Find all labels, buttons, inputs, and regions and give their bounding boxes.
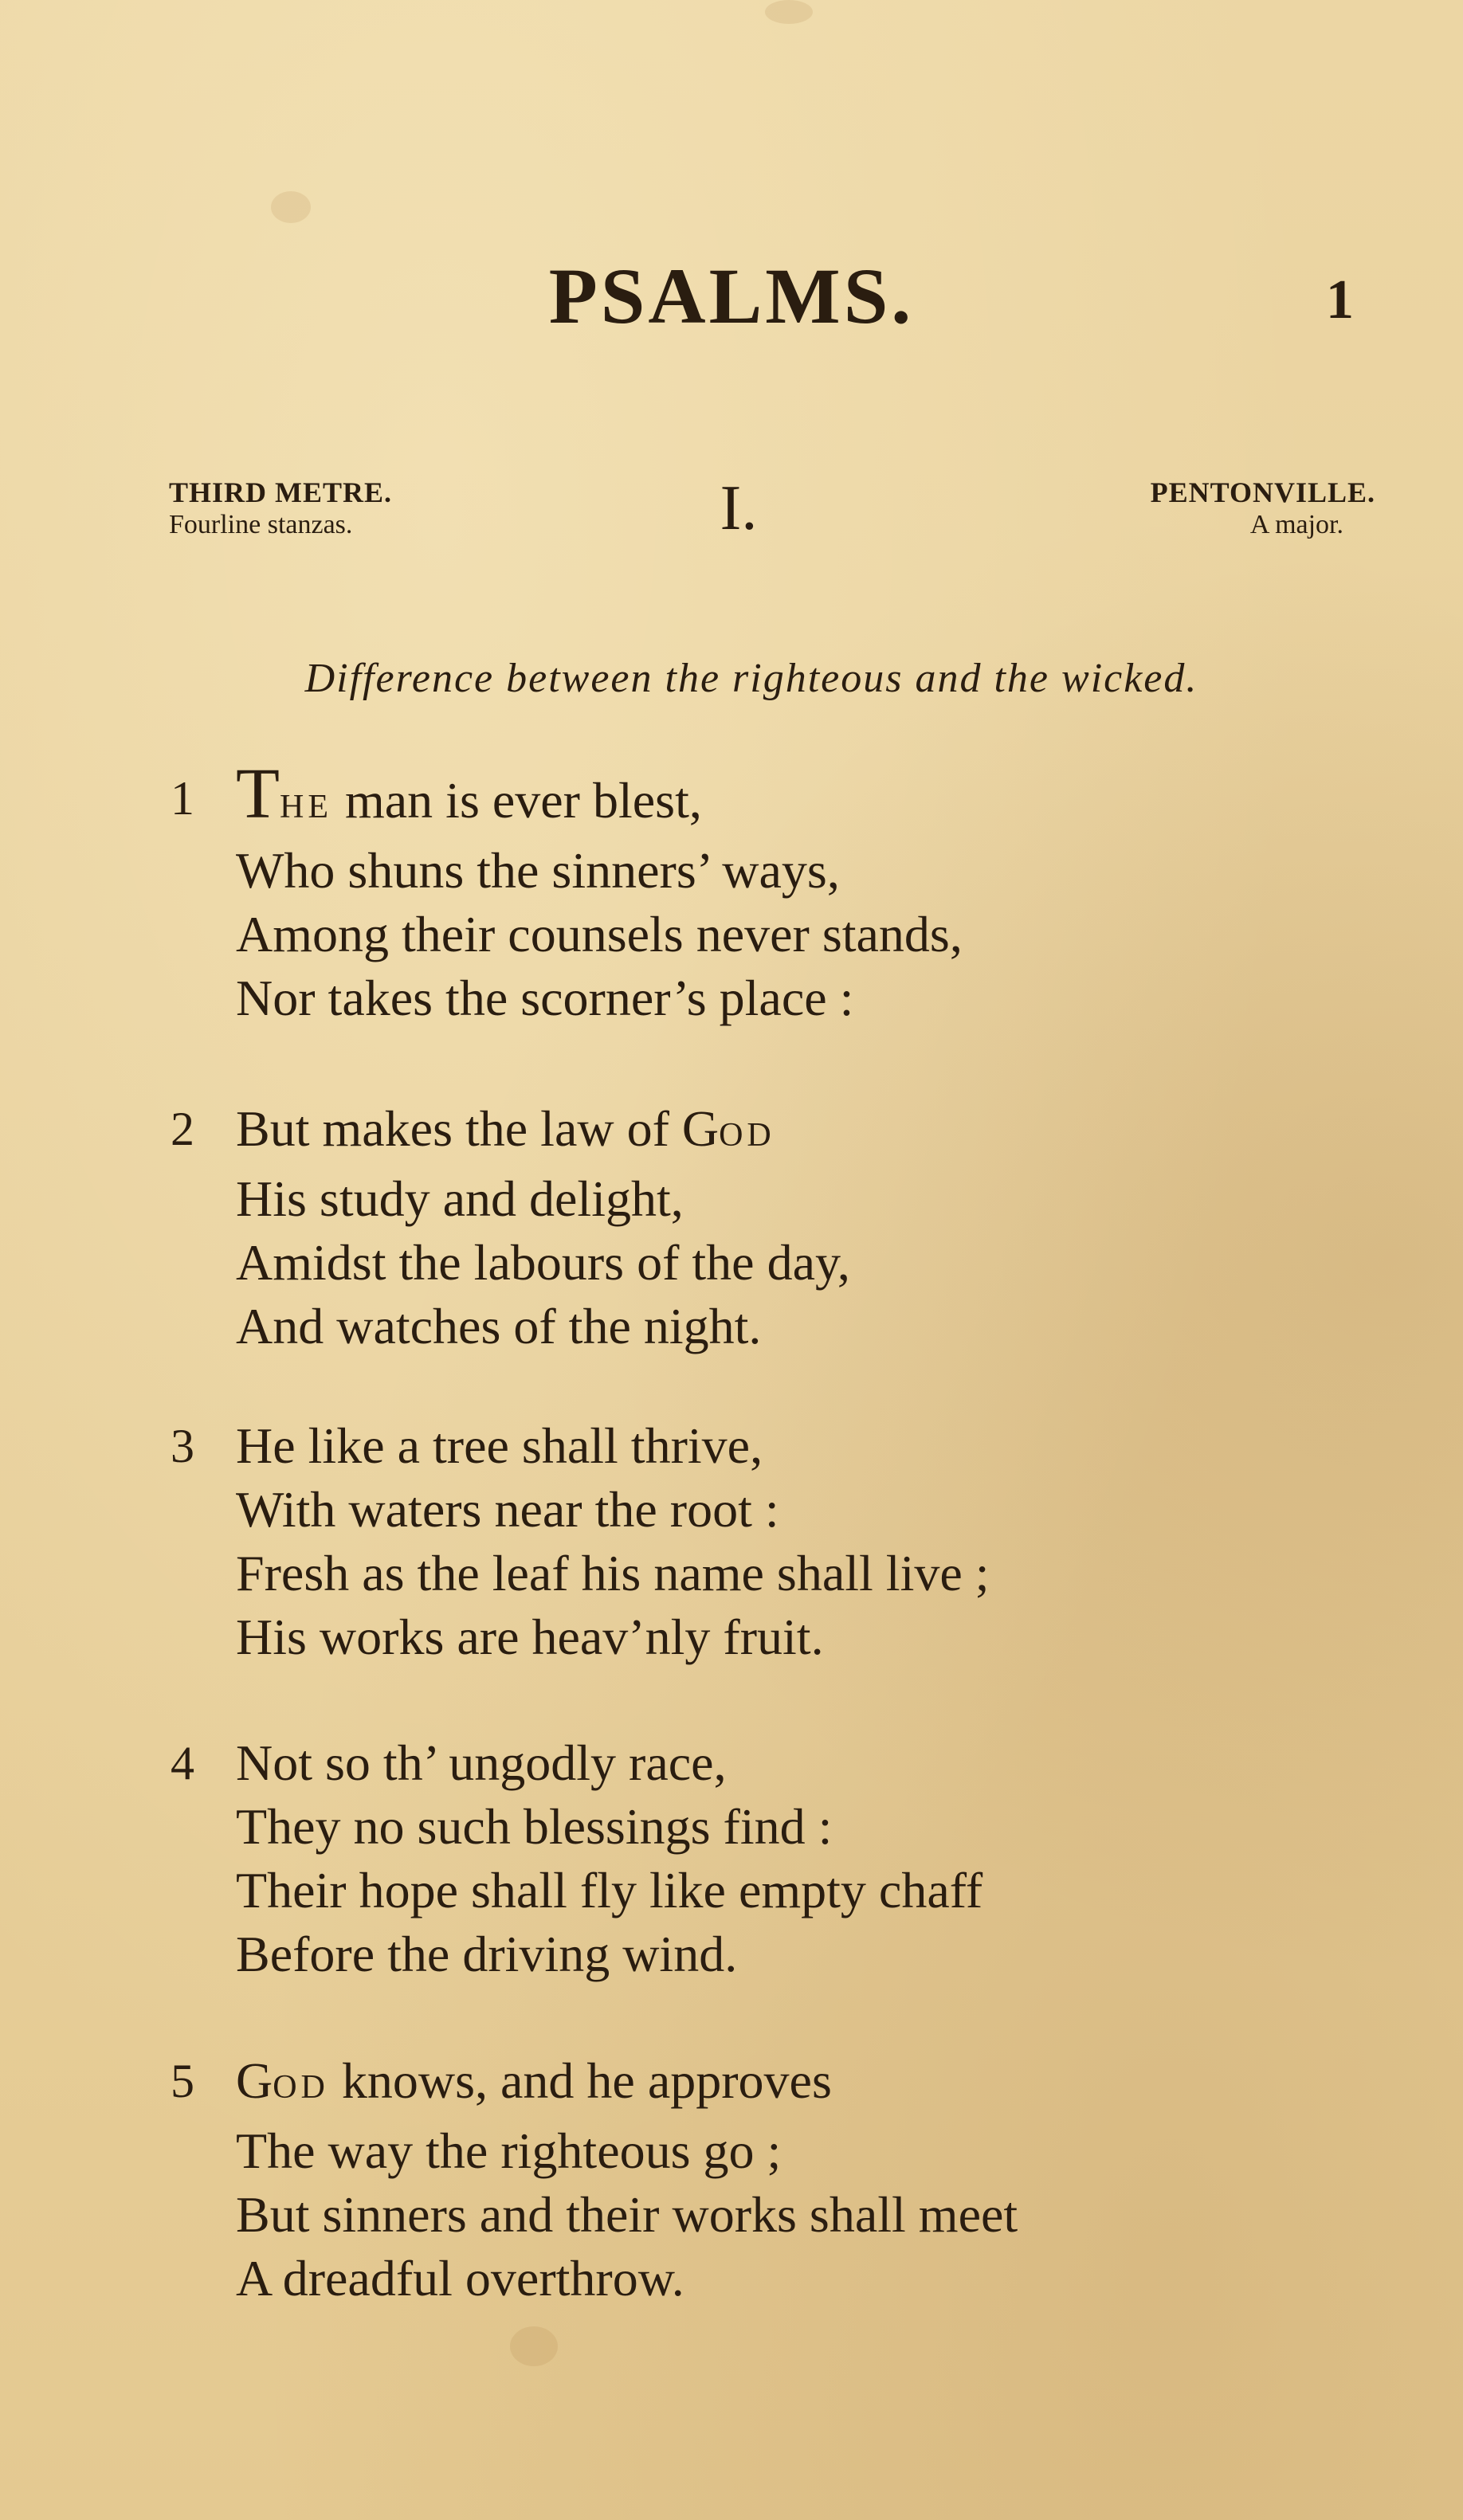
paper-stain: [510, 2326, 558, 2366]
verse-line: But sinners and their works shall meet: [236, 2186, 1018, 2243]
stanza-lines: [236, 1097, 850, 1358]
stanza-lines: [236, 2049, 1018, 2310]
verse-line-text: G: [236, 2052, 273, 2109]
verse-line: And watches of the night.: [236, 1298, 762, 1354]
verse-line: Before the driving wind.: [236, 1926, 738, 1982]
verse-line: He like a tree shall thrive,: [236, 1417, 763, 1474]
stanza-lines: [236, 1414, 990, 1669]
stanza-lines: [236, 1731, 983, 1986]
verse-line: Not so th’ ungodly race,: [236, 1734, 727, 1791]
verse-line: His study and delight,: [236, 1170, 684, 1227]
verse-line: With waters near the root :: [236, 1481, 779, 1538]
key-label: A major.: [1249, 510, 1343, 539]
small-caps-text: HE: [279, 789, 332, 825]
paper-stain: [765, 0, 813, 24]
stanza-form-label: Fourline stanzas.: [169, 510, 353, 539]
verse-line-text: man is ever blest,: [331, 772, 702, 829]
small-caps-text: OD: [273, 2069, 329, 2106]
verse-line: [236, 2049, 1018, 2119]
page-number: 1: [1326, 269, 1354, 331]
verse-line: They no such blessings find :: [236, 1798, 833, 1855]
stanza-number: 4: [171, 1737, 194, 1789]
running-title: PSALMS.: [548, 252, 915, 340]
tune-block: [1151, 478, 1375, 539]
psalm-number: I.: [720, 473, 758, 543]
verse-line-text: knows, and he approves: [328, 2052, 832, 2109]
verse-line: His works are heav’nly fruit.: [236, 1609, 824, 1665]
verse-line: Who shuns the sinners’ ways,: [236, 842, 840, 899]
psalm-subject: Difference between the righteous and the wicked.: [304, 656, 1198, 701]
verse-line-text: But makes the law of G: [236, 1100, 720, 1157]
verse-line: [236, 754, 963, 839]
verse-line: Fresh as the leaf his name shall live ;: [236, 1545, 990, 1601]
drop-cap: T: [236, 754, 280, 833]
verse-line: Nor takes the scorner’s place :: [236, 970, 854, 1026]
verse-line: [236, 1097, 850, 1167]
paper-stain: [271, 191, 311, 223]
verse-line: A dreadful overthrow.: [236, 2250, 684, 2306]
stanza-number: 2: [171, 1103, 194, 1155]
small-caps-text: OD: [719, 1117, 775, 1154]
stanza-number: 1: [171, 772, 194, 825]
verse-line: Among their counsels never stands,: [236, 906, 963, 962]
verse-line: Amidst the labours of the day,: [236, 1234, 850, 1291]
tune-name: PENTONVILLE.: [1150, 476, 1375, 508]
metre-label: THIRD METRE.: [169, 476, 393, 508]
stanza-number: 5: [171, 2055, 194, 2107]
stanza-number: 3: [171, 1420, 194, 1472]
verse-line: Their hope shall fly like empty chaff: [236, 1862, 983, 1918]
stanza-lines: [236, 754, 963, 1030]
verse-line: The way the righteous go ;: [236, 2122, 782, 2179]
